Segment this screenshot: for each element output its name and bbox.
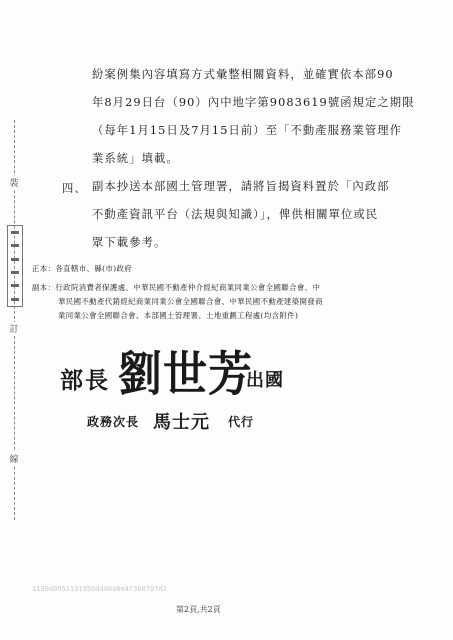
body-line-1: 紛案例集內容填寫方式彙整相關資料，並確實依本部90 bbox=[92, 68, 394, 81]
document-id-watermark: 1130d0951131950d4d0a6e4f3b8707d2 bbox=[32, 585, 167, 593]
binding-char-3: 線 bbox=[4, 452, 24, 465]
deputy-title: 政務次長 bbox=[87, 415, 140, 429]
minister-signature-seal: 劉世芳 bbox=[118, 347, 253, 403]
minister-status: 出國 bbox=[246, 370, 284, 391]
minister-title: 部長 bbox=[60, 367, 110, 394]
item-4-line-1: 副本抄送本部國土管理署，請將旨揭資料置於「內政部 bbox=[92, 180, 390, 193]
binding-char-2: 訂 bbox=[4, 322, 24, 335]
item-4-line-2: 不動產資訊平台（法規與知識）」，俾供相關單位或民 bbox=[92, 208, 379, 221]
item-4-label: 四、 bbox=[62, 182, 87, 195]
main-recipient: 正本：各直轄市、縣(市)政府 bbox=[32, 264, 133, 273]
copy-recipients-line-1: 副本：行政院消費者保護處、中華民國不動產仲介經紀商業同業公會全國聯合會、中 bbox=[32, 283, 321, 292]
binding-stamp bbox=[7, 225, 23, 307]
body-line-4: 業系統」填載。 bbox=[92, 152, 179, 165]
copy-recipients-line-2: 華民國不動產代銷經紀商業同業公會全國聯合會、中華民國不動產建築開發商 bbox=[58, 297, 323, 306]
item-4-line-3: 眾下載參考。 bbox=[92, 236, 167, 249]
copy-recipients-line-3: 業同業公會全國聯合會、本部國土管理署、土地重劃工程處(均含附件) bbox=[58, 311, 299, 320]
deputy-action: 代行 bbox=[228, 415, 255, 429]
body-line-2: 年8月29日台（90）內中地字第9083619號函規定之期限 bbox=[92, 96, 415, 109]
binding-char-1: 裝 bbox=[4, 176, 24, 189]
body-line-3: （每年1月15日及7月15日前）至「不動產服務業管理作 bbox=[92, 124, 403, 137]
page-number: 第2頁,共2頁 bbox=[176, 605, 221, 614]
deputy-signature-seal: 馬士元 bbox=[153, 412, 210, 433]
